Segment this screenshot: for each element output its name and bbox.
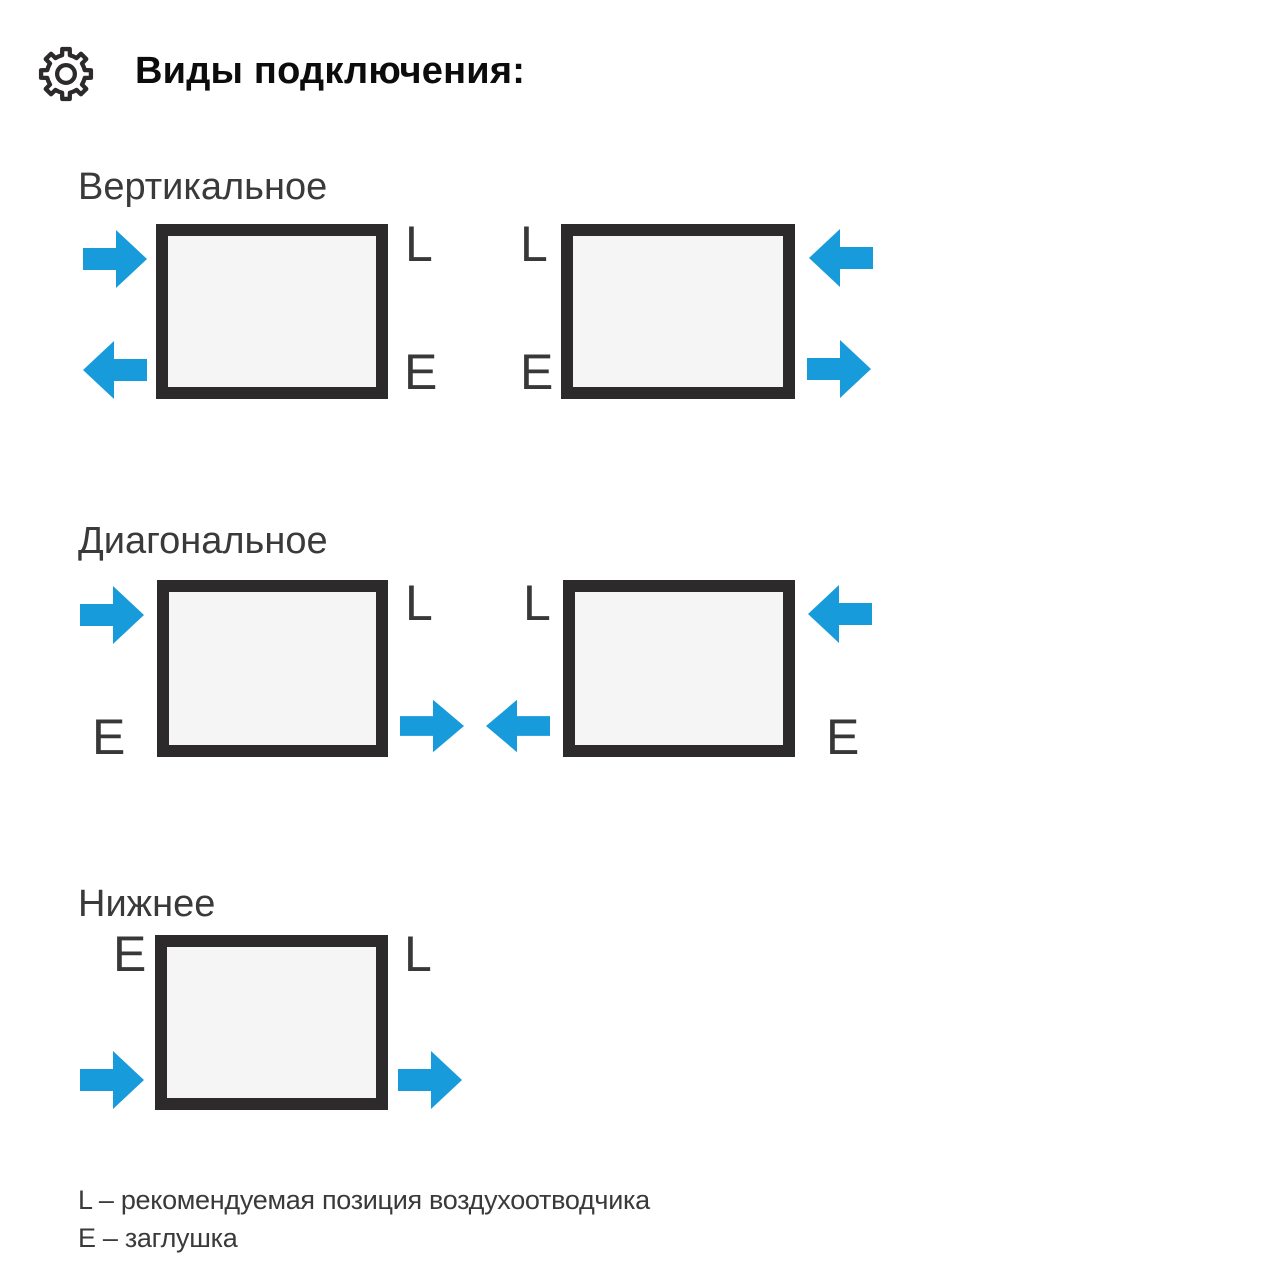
port-label-l: L (523, 575, 551, 631)
section-title-diagonal: Диагональное (78, 520, 328, 562)
legend-line-air-vent: L – рекомендуемая позиция воздухоотводчика (78, 1185, 650, 1215)
port-label-l: L (404, 926, 432, 982)
radiator-body (561, 224, 795, 399)
port-label-l: L (405, 216, 433, 272)
outlet-arrow-left-icon (486, 698, 550, 754)
port-label-e: E (826, 709, 860, 765)
legend-line-plug: E – заглушка (78, 1223, 238, 1253)
port-label-e: E (520, 344, 554, 400)
inlet-arrow-left-icon (808, 583, 872, 645)
radiator-body (155, 935, 388, 1110)
inlet-arrow-right-icon (80, 584, 144, 646)
section-title-vertical: Вертикальное (78, 166, 328, 208)
radiator-body (157, 580, 388, 757)
port-label-e: E (92, 709, 126, 765)
port-label-e: E (113, 926, 147, 982)
inlet-arrow-right-icon (83, 228, 147, 290)
radiator-body (563, 580, 795, 757)
port-label-l: L (405, 575, 433, 631)
section-title-bottom: Нижнее (78, 883, 216, 925)
gear-icon (38, 46, 94, 102)
page-title: Виды подключения: (135, 50, 526, 92)
outlet-arrow-right-icon (807, 338, 871, 400)
radiator-body (156, 224, 388, 399)
port-label-l: L (520, 216, 548, 272)
inlet-arrow-right-icon (80, 1049, 144, 1111)
inlet-arrow-left-icon (809, 227, 873, 289)
outlet-arrow-right-icon (398, 1049, 462, 1111)
outlet-arrow-right-icon (400, 698, 464, 754)
port-label-e: E (404, 344, 438, 400)
outlet-arrow-left-icon (83, 339, 147, 401)
